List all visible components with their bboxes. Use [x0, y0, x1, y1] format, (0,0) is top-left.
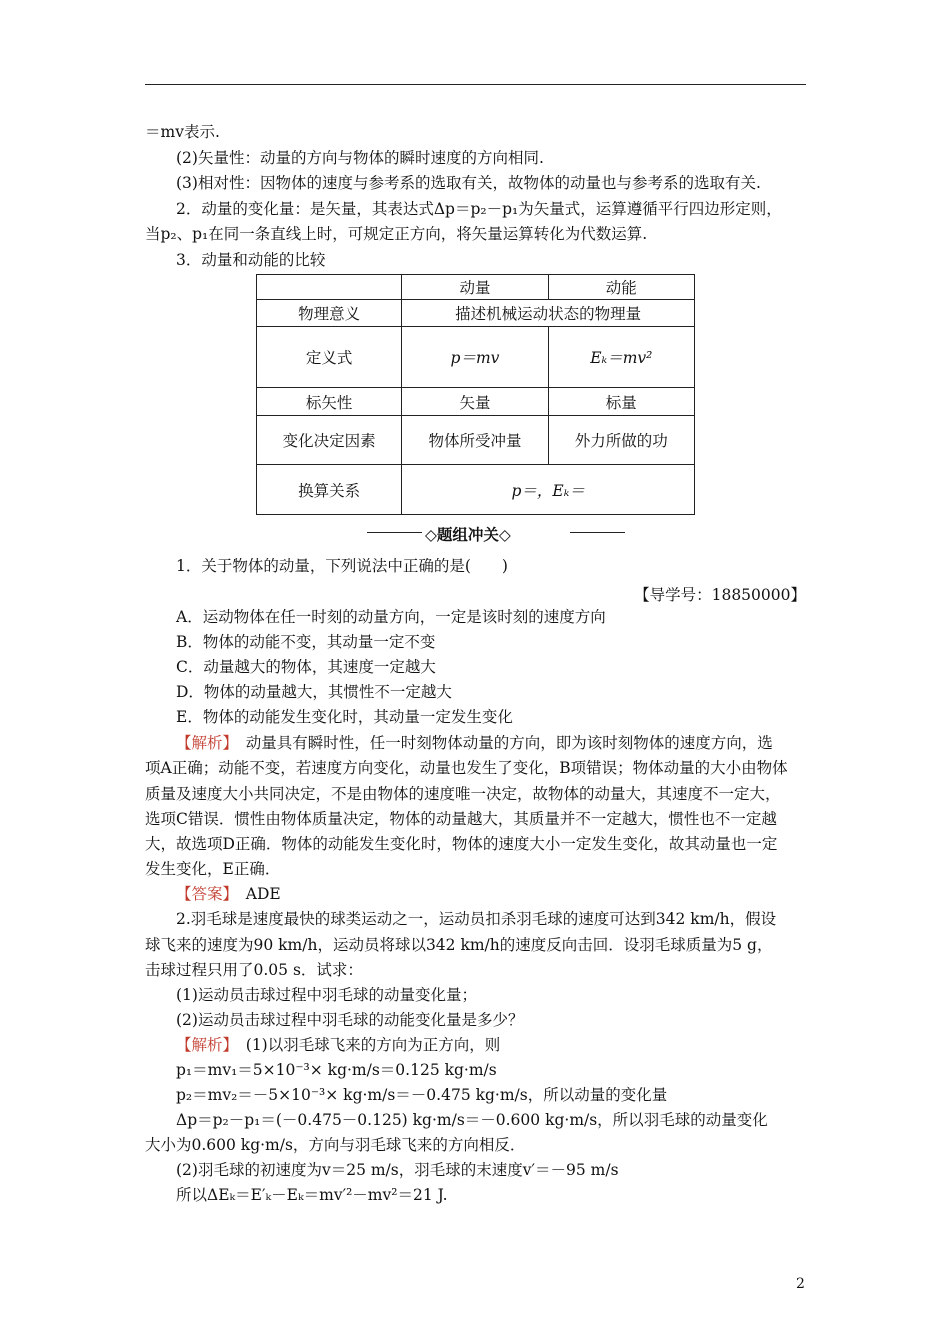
analysis-text: (1)以羽毛球飞来的方向为正方向，则 [230, 1036, 501, 1054]
table-row [257, 465, 695, 515]
calc-line: p₂＝mv₂＝－5×10⁻³× kg·m/s＝－0.475 kg·m/s，所以动量的变化量 [176, 1086, 668, 1104]
analysis-line [176, 1035, 500, 1055]
question-stem: 1．关于物体的动量，下列说法中正确的是( ) [176, 557, 508, 575]
table-cell: 矢量 [402, 388, 548, 416]
table-cell: 描述机械运动状态的物理量 [402, 300, 695, 327]
question-stem: 2.羽毛球是速度最快的球类运动之一，运动员扣杀羽毛球的速度可达到342 km/h，假设 [176, 910, 777, 928]
table-cell: 换算关系 [257, 465, 402, 515]
table-row [257, 388, 695, 416]
text-line: ＝mv表示. [145, 123, 220, 141]
analysis-tag: 【解析】 [176, 734, 231, 752]
question-stem: 球飞来的速度为90 km/h，运动员将球以342 km/h的速度反向击回．设羽毛球质量为5 g， [145, 936, 773, 954]
analysis-line: 项A正确；动能不变，若速度方向变化，动量也发生了变化，B项错误；物体动量的大小由物体 [145, 759, 788, 777]
table-cell: 动能 [548, 275, 694, 300]
analysis-line: 发生变化，E正确． [145, 860, 281, 878]
page-number: 2 [796, 1276, 805, 1292]
answer-line [176, 884, 281, 904]
table-cell [257, 275, 402, 300]
text-line: (2)矢量性：动量的方向与物体的瞬时速度的方向相同. [176, 149, 544, 167]
option-a: A．运动物体在任一时刻的动量方向，一定是该时刻的速度方向 [176, 608, 606, 626]
calc-line: p₁＝mv₁＝5×10⁻³× kg·m/s＝0.125 kg·m/s [176, 1061, 497, 1079]
table-row [257, 416, 695, 465]
table-cell: Eₖ＝mv² [548, 327, 694, 388]
answer-text: ADE [230, 885, 281, 903]
sub-question: (1)运动员击球过程中羽毛球的动量变化量； [176, 986, 477, 1004]
table-cell: 物理意义 [257, 300, 402, 327]
calc-line: 所以ΔEₖ＝E′ₖ－Eₖ＝mv′²－mv²＝21 J. [176, 1186, 448, 1204]
text-line: (3)相对性：因物体的速度与参考系的选取有关，故物体的动量也与参考系的选取有关. [176, 174, 761, 192]
analysis-line: 选项C错误．惯性由物体质量决定，物体的动量越大，其质量并不一定越大，惯性也不一定越 [145, 810, 777, 828]
calc-line: Δp＝p₂－p₁＝(－0.475－0.125) kg·m/s＝－0.600 kg·m/s，所以羽毛球的动量变化 [176, 1111, 768, 1129]
table-cell: 外力所做的功 [548, 416, 694, 465]
comparison-table [256, 274, 695, 515]
text-line: 3．动量和动能的比较 [176, 251, 326, 269]
table-cell: 定义式 [257, 327, 402, 388]
table-cell: 标量 [548, 388, 694, 416]
calc-line: 大小为0.600 kg·m/s，方向与羽毛球飞来的方向相反． [145, 1136, 526, 1154]
question-stem: 击球过程只用了0.05 s．试求： [145, 961, 363, 979]
heading-rule-right [570, 532, 625, 533]
answer-tag: 【答案】 [176, 885, 231, 903]
header-rule [145, 84, 806, 85]
option-e: E．物体的动能发生变化时，其动量一定发生变化 [176, 708, 513, 726]
analysis-tag: 【解析】 [176, 1036, 231, 1054]
table-row [257, 327, 695, 388]
option-d: D．物体的动量越大，其惯性不一定越大 [176, 683, 452, 701]
analysis-text: 动量具有瞬时性，任一时刻物体动量的方向，即为该时刻物体的速度方向，选 [230, 734, 773, 752]
option-c: C．动量越大的物体，其速度一定越大 [176, 658, 436, 676]
table-cell: p＝，Eₖ＝ [402, 465, 695, 515]
table-cell: 标矢性 [257, 388, 402, 416]
text-line: 2．动量的变化量：是矢量，其表达式Δp＝p₂－p₁为矢量式，运算遵循平行四边形定则， [176, 200, 782, 218]
analysis-line: 质量及速度大小共同决定，不是由物体的速度唯一决定，故物体的动量大，其速度不一定大， [145, 785, 781, 803]
analysis-line: 大，故选项D正确．物体的动能发生变化时，物体的速度大小一定发生变化，故其动量也一定 [145, 835, 778, 853]
table-cell: p＝mv [402, 327, 548, 388]
table-cell: 动量 [402, 275, 548, 300]
section-heading-text: ◇题组冲关◇ [425, 525, 511, 544]
table-cell: 物体所受冲量 [402, 416, 548, 465]
text-line: 当p₂、p₁在同一条直线上时，可规定正方向，将矢量运算转化为代数运算. [145, 225, 648, 243]
heading-rule-left [367, 532, 422, 533]
table-cell: 变化决定因素 [257, 416, 402, 465]
guide-number: 【导学号：18850000】 [634, 586, 806, 604]
calc-line: (2)羽毛球的初速度为v＝25 m/s，羽毛球的末速度v′＝－95 m/s [176, 1161, 619, 1179]
table-row [257, 275, 695, 300]
analysis-line [176, 733, 773, 753]
table-row [257, 300, 695, 327]
option-b: B．物体的动能不变，其动量一定不变 [176, 633, 436, 651]
sub-question: (2)运动员击球过程中羽毛球的动能变化量是多少？ [176, 1011, 524, 1029]
section-heading [367, 520, 625, 546]
